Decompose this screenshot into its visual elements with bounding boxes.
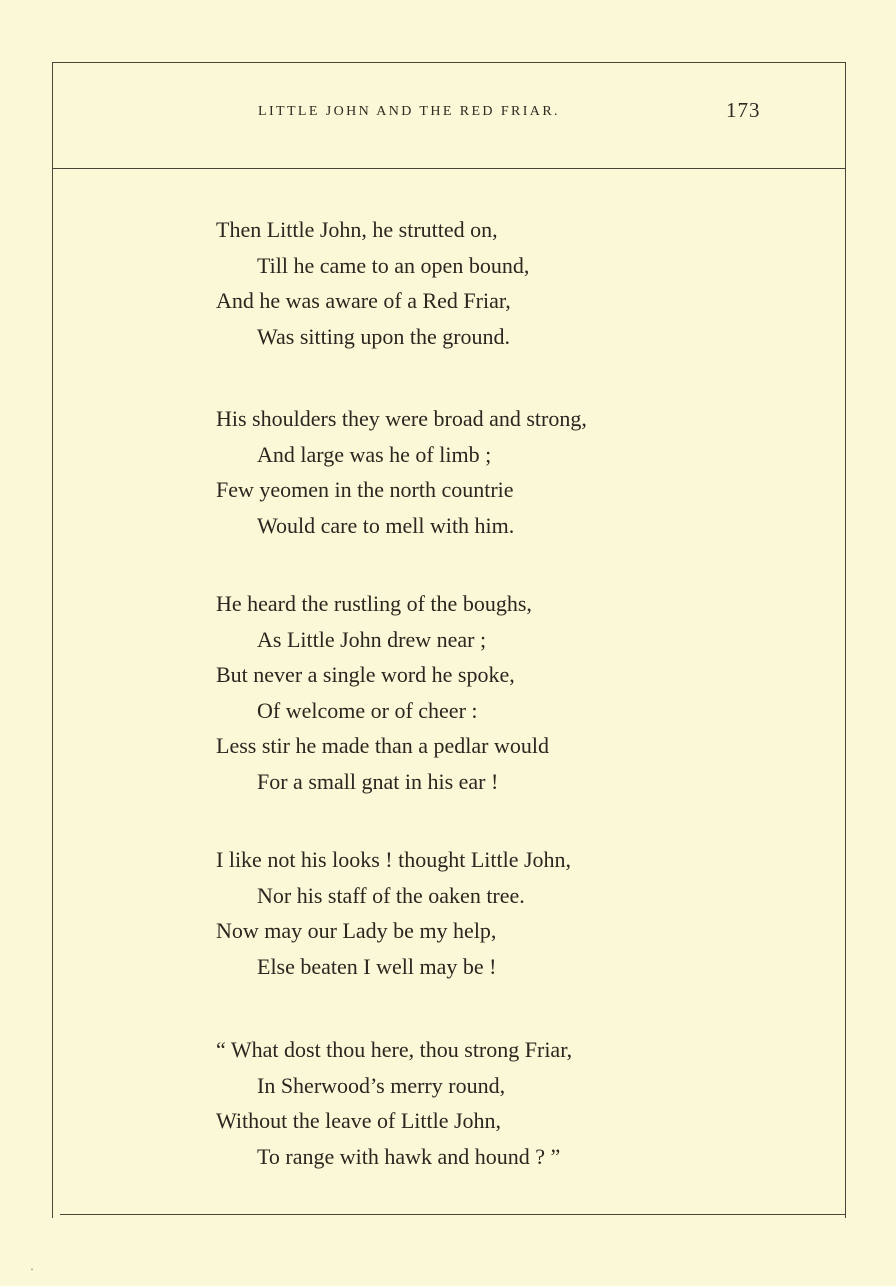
verse-line: Was sitting upon the ground. [257, 323, 511, 349]
verse-line: And large was he of limb ; [257, 441, 492, 467]
verse-line: Till he came to an open bound, [257, 252, 530, 278]
stanza-3 [216, 586, 776, 799]
verse-line: Few yeomen in the north countrie [216, 477, 514, 502]
verse-line: “ What dost thou here, thou strong Friar, [216, 1037, 573, 1062]
verse-line: Would care to mell with him. [257, 512, 515, 538]
verse-line: His shoulders they were broad and strong, [216, 406, 587, 431]
verse-line: Then Little John, he strutted on, [216, 217, 498, 242]
verse-line: And he was aware of a Red Friar, [216, 288, 511, 313]
verse-line: He heard the rustling of the boughs, [216, 591, 532, 616]
verse-line: As Little John drew near ; [257, 626, 487, 652]
running-title: LITTLE JOHN AND THE RED FRIAR. [258, 104, 560, 119]
verse-line: Else beaten I well may be ! [257, 953, 497, 979]
stanza-4 [216, 842, 776, 984]
verse-line: But never a single word he spoke, [216, 662, 515, 687]
verse-line: Of welcome or of cheer : [257, 697, 478, 723]
print-speck: · [30, 1262, 34, 1276]
verse-line: I like not his looks ! thought Little John, [216, 847, 572, 872]
stanza-2 [216, 401, 776, 543]
verse-line: Without the leave of Little John, [216, 1108, 502, 1133]
verse-line: Less stir he made than a pedlar would [216, 733, 549, 758]
stanza-5 [216, 1032, 776, 1174]
verse-line: Now may our Lady be my help, [216, 918, 497, 943]
stanza-1 [216, 212, 776, 354]
verse-line: For a small gnat in his ear ! [257, 768, 499, 794]
verse-line: Nor his staff of the oaken tree. [257, 882, 525, 908]
verse-line: In Sherwood’s merry round, [257, 1072, 506, 1098]
verse-line: To range with hawk and hound ? ” [257, 1143, 561, 1169]
page-number: 173 [726, 98, 761, 122]
